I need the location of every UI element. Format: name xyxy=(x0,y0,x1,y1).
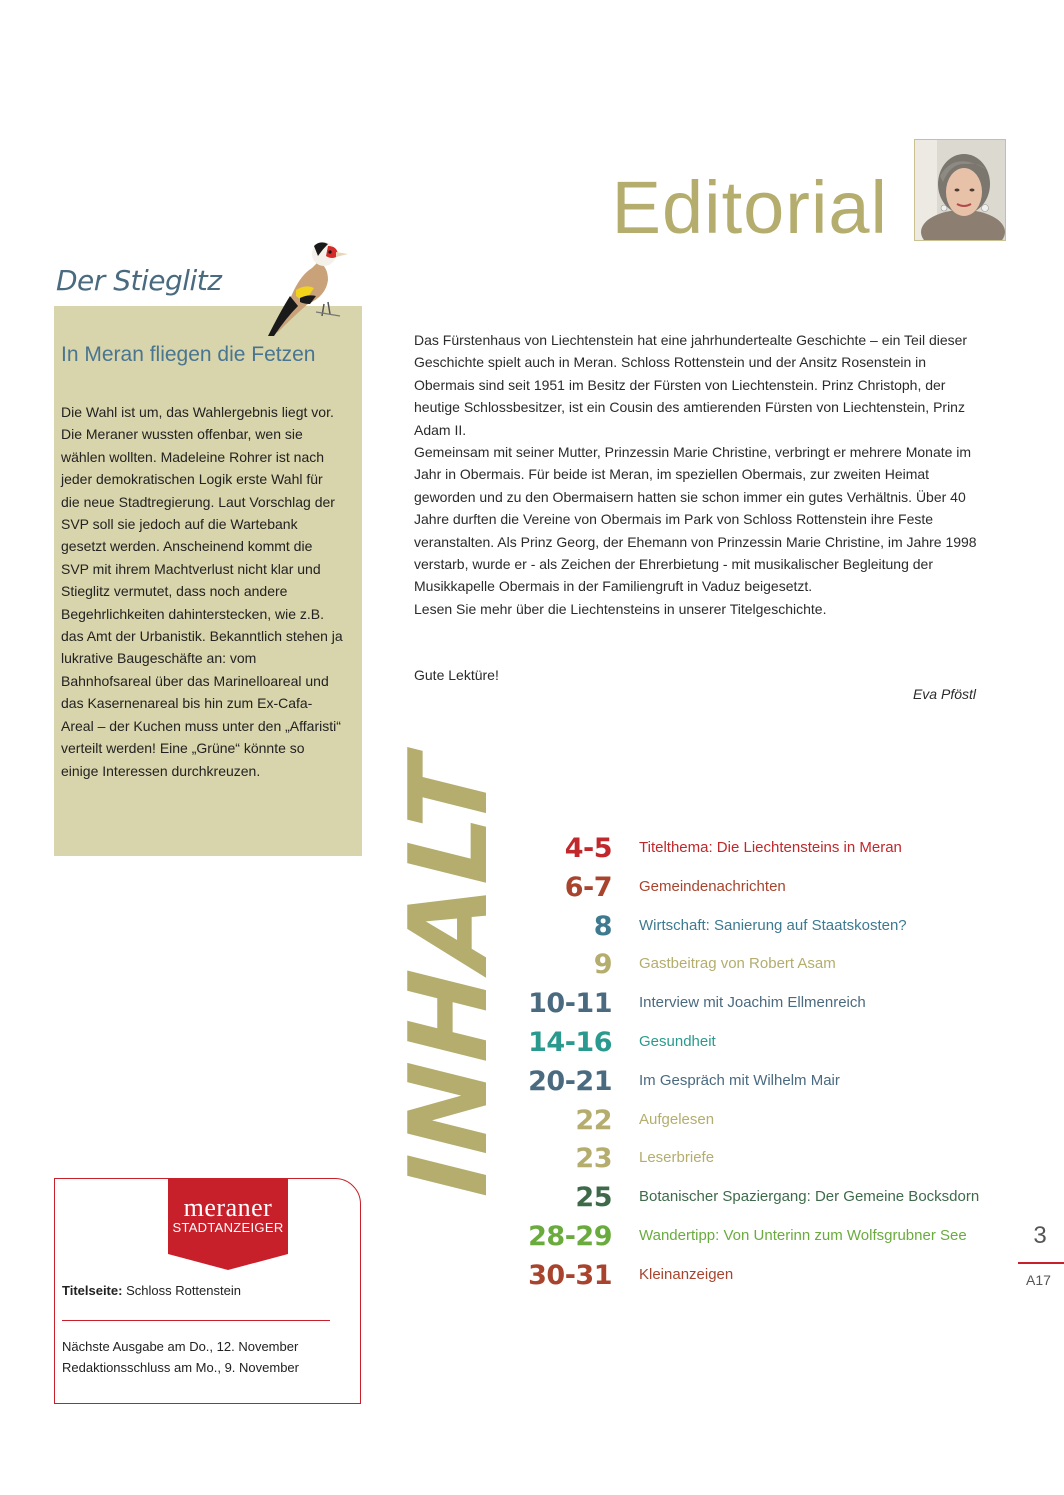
toc-page-range: 14-16 xyxy=(528,1026,612,1058)
cover-caption xyxy=(62,1283,241,1298)
toc-page-range: 10-11 xyxy=(528,988,612,1020)
editorial-signature: Eva Pföstl xyxy=(912,686,976,702)
next-issue-date: Nächste Ausgabe am Do., 12. November xyxy=(62,1339,299,1354)
toc-title: Im Gespräch mit Wilhelm Mair xyxy=(639,1071,840,1089)
toc-title: Interview mit Joachim Ellmenreich xyxy=(639,994,866,1012)
toc-title: Gesundheit xyxy=(639,1032,716,1050)
next-issue-info xyxy=(62,1336,299,1378)
toc-page-range: 6-7 xyxy=(564,871,612,903)
toc-page-range: 23 xyxy=(575,1143,612,1175)
toc-title: Gastbeitrag von Robert Asam xyxy=(639,955,836,973)
editorial-paragraph: Gemeinsam mit seiner Mutter, Prinzessin Marie Christine, verbringt er mehrere Monate im Jahr in Obermais. Für beide ist Meran, im speziellen Obermais, zur zweiten Heimat geworden und zu den Obermaisern hatten sie schon immer ein gutes Verhältnis. Über 40 Jahre durften die Vereine von Obermais im Park von Schloss Rottenstein ihre Feste veranstalten. Als Prinz Georg, der Ehemann von Prinzessin Marie Christine, im Jahre 1998 verstarb, wurde er - als Zeichen der Ehrerbietung - mit musikalischer Begleitung der Musikkapelle Obermais in der Familiengruft in Vaduz beigesetzt. xyxy=(414,444,977,595)
toc-title: Wandertipp: Von Unterinn zum Wolfsgrubner See xyxy=(639,1226,967,1244)
toc-page-range: 30-31 xyxy=(528,1259,612,1291)
toc-row[interactable] xyxy=(500,1218,990,1257)
toc-page-range: 22 xyxy=(575,1104,612,1136)
toc-row[interactable] xyxy=(500,830,990,869)
toc-page-range: 28-29 xyxy=(528,1220,612,1252)
toc-row[interactable] xyxy=(500,1063,990,1102)
toc-page-range: 25 xyxy=(575,1182,612,1214)
toc-page-range: 4-5 xyxy=(564,833,612,864)
cover-label: Titelseite: xyxy=(62,1283,123,1298)
impressum-divider xyxy=(62,1320,330,1321)
logo-wordmark: meraner xyxy=(183,1193,273,1222)
editorial-title: Editorial xyxy=(611,166,888,249)
page-number-rule xyxy=(1018,1262,1064,1264)
editorial-paragraph: Das Fürstenhaus von Liechtenstein hat eine jahrhundertealte Geschichte – ein Teil dieser Geschichte spielt auch in Meran. Schloss Rottenstein und der Ansitz Rosenstein in Obermais sind seit 1951 im Besitz der Fürsten von Liechtenstein. Prinz Christoph, der heutige Schlossbesitzer, ist ein Cousin des amtierenden Fürsten von Liechtenstein, Prinz Adam II. xyxy=(414,332,968,438)
page-number: 3 xyxy=(1033,1222,1047,1249)
goldfinch-icon xyxy=(262,238,354,338)
toc-row[interactable] xyxy=(500,1179,990,1218)
toc-page-range: 20-21 xyxy=(528,1065,612,1097)
toc-page-range: 8 xyxy=(593,910,612,942)
toc-title: Aufgelesen xyxy=(639,1110,715,1128)
toc-title: Botanischer Spaziergang: Der Gemeine Bocksdorn xyxy=(639,1188,980,1206)
toc-title: Wirtschaft: Sanierung auf Staatskosten? xyxy=(639,916,907,934)
stieglitz-body-text: Die Wahl ist um, das Wahlergebnis liegt vor. Die Meraner wussten offenbar, wen sie wählen wollten. Madeleine Rohrer ist nach jeder demokratischen Logik erste Wahl für die neue Stadtregierung. Laut Vorschlag der SVP soll sie jedoch auf die Wartebank gesetzt werden. Anscheinend kommt die SVP mit ihrem Machtverlust nicht klar und Stieglitz vermutet, dass noch andere Begehrlichkeiten dahinterstecken, wie z.B. das Amt der Urbanistik. Bekanntlich stehen ja lukrative Baugeschäfte an: vom Bahnhofsareal über das Marinelloareal und das Kasernenareal bis hin zum Ex-Cafa-Areal – der Kuchen muss unter den „Affaristi“ verteilt werden! Eine „Grüne“ könnte so einige Interessen durchkreuzen. xyxy=(61,404,343,779)
page-code: A17 xyxy=(1026,1272,1051,1288)
editorial-closing: Gute Lektüre! xyxy=(414,667,499,683)
toc-title: Gemeindenachrichten xyxy=(639,877,786,895)
logo-subline: STADTANZEIGER xyxy=(172,1220,284,1235)
toc-title: Kleinanzeigen xyxy=(639,1265,734,1283)
editorial-deadline: Redaktionsschluss am Mo., 9. November xyxy=(62,1360,299,1375)
editorial-paragraph: Lesen Sie mehr über die Liechtensteins in unserer Titelgeschichte. xyxy=(414,600,827,617)
editorial-body xyxy=(414,329,984,620)
toc-row[interactable] xyxy=(500,1140,990,1179)
toc-title: Titelthema: Die Liechtensteins in Meran xyxy=(639,839,902,856)
toc-row[interactable] xyxy=(500,1257,990,1296)
author-photo xyxy=(914,139,1006,241)
stieglitz-heading: Der Stieglitz xyxy=(56,264,222,297)
toc-row[interactable] xyxy=(500,1024,990,1063)
inhalt-label: INHALT xyxy=(387,739,512,1212)
toc-row[interactable] xyxy=(500,908,990,947)
toc-row[interactable] xyxy=(500,985,990,1024)
toc-title: Leserbriefe xyxy=(639,1149,715,1167)
toc-row[interactable] xyxy=(500,946,990,985)
cover-value: Schloss Rottenstein xyxy=(122,1283,241,1298)
table-of-contents xyxy=(500,830,990,1296)
toc-row[interactable] xyxy=(500,1102,990,1141)
toc-row[interactable] xyxy=(500,869,990,908)
toc-page-range: 9 xyxy=(593,949,612,981)
stieglitz-subtitle: In Meran fliegen die Fetzen xyxy=(61,343,316,366)
